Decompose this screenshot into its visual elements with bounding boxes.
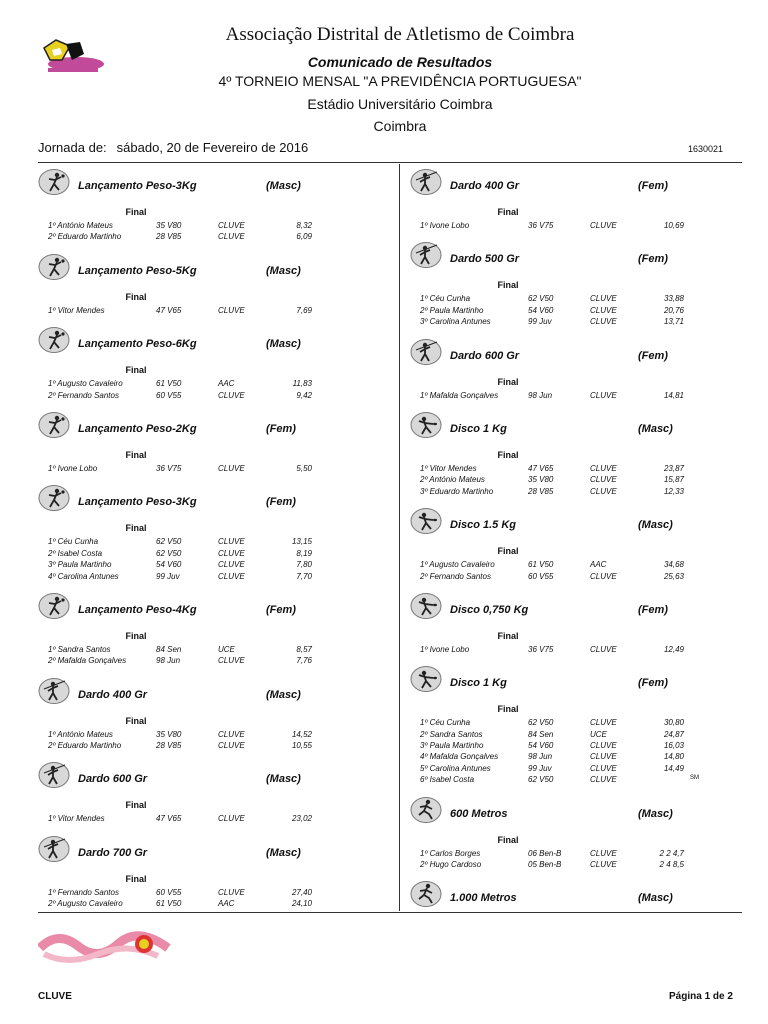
right-results-column <box>408 168 768 919</box>
result-row <box>408 317 768 328</box>
event-header <box>408 168 768 198</box>
event-gender: (Masc) <box>266 180 301 192</box>
javelin-icon <box>38 677 70 705</box>
round-label: Final <box>497 207 519 217</box>
runner-icon <box>410 796 442 824</box>
athlete: 1º Carlos Borges <box>420 848 481 858</box>
club: CLUVE <box>590 475 617 485</box>
event-header <box>36 253 396 283</box>
result-row <box>36 899 396 910</box>
result-row <box>408 294 768 305</box>
column-divider <box>399 164 400 911</box>
result-row <box>408 572 768 583</box>
birth-year-category: 35 V80 <box>156 221 182 230</box>
result-row <box>408 560 768 571</box>
mark: 12,49 <box>663 644 684 654</box>
athlete: 2º Augusto Cavaleiro <box>48 899 123 909</box>
birth-year-category: 47 V65 <box>156 814 182 824</box>
club: CLUVE <box>218 560 245 570</box>
club: CLUVE <box>590 644 617 654</box>
event-name: Lançamento Peso-2Kg <box>78 422 197 435</box>
mark: 7,80 <box>296 560 312 570</box>
athlete: 3º Carolina Antunes <box>420 317 491 327</box>
result-row <box>36 379 396 390</box>
athlete: 2º Eduardo Martinho <box>48 741 122 751</box>
runner-icon <box>410 880 442 908</box>
result-row <box>36 888 396 899</box>
athlete: 2º Fernando Santos <box>48 390 119 400</box>
athlete: 2º Eduardo Martinho <box>48 232 122 242</box>
birth-year-category: 62 V50 <box>156 537 182 547</box>
mark: 11,83 <box>292 379 312 389</box>
mark: 23,87 <box>663 463 684 473</box>
result-row <box>408 645 768 656</box>
birth-year-category: 47 V65 <box>528 463 554 473</box>
birth-year-category: 36 V75 <box>528 644 554 654</box>
result-row <box>36 560 396 571</box>
club: CLUVE <box>218 221 245 230</box>
club: UCE <box>218 644 235 654</box>
birth-year-category: 60 V55 <box>156 887 182 897</box>
discus-icon <box>410 411 442 439</box>
birth-year-category: 06 Ben-B <box>528 848 562 858</box>
event-header <box>408 796 768 826</box>
club: CLUVE <box>590 317 617 327</box>
birth-year-category: 61 V50 <box>156 899 182 909</box>
mark: 14,80 <box>663 752 684 762</box>
result-row <box>408 752 768 763</box>
athlete: 3º Paula Martinho <box>420 741 484 751</box>
event-name: Dardo 700 Gr <box>78 846 148 859</box>
birth-year-category: 47 V65 <box>156 305 182 315</box>
event-header <box>36 761 396 791</box>
athlete: 1º Vitor Mendes <box>420 463 477 473</box>
sponsor-logo <box>38 926 173 970</box>
mark: 14,52 <box>291 729 312 739</box>
result-row <box>36 730 396 741</box>
mark: 12,33 <box>663 486 684 496</box>
birth-year-category: 99 Juv <box>528 763 552 773</box>
club: CLUVE <box>590 463 617 473</box>
mark: 33,88 <box>663 294 684 304</box>
mark: 2 2 4,7 <box>659 848 684 858</box>
discus-icon <box>410 592 442 620</box>
event-header <box>408 592 768 622</box>
event-gender: (Masc) <box>266 338 301 351</box>
result-row <box>408 475 768 486</box>
club: CLUVE <box>218 390 245 400</box>
mark: 7,76 <box>296 656 312 666</box>
result-row <box>36 549 396 560</box>
round-label: Final <box>497 834 519 845</box>
birth-year-category: 61 V50 <box>528 560 554 570</box>
event-gender: (Masc) <box>638 892 673 905</box>
round-label: Final <box>125 291 147 302</box>
event-header <box>408 241 768 271</box>
athlete: 1º Vitor Mendes <box>48 814 105 824</box>
result-row <box>36 464 396 475</box>
mark: 9,42 <box>296 390 312 400</box>
mark: 24,10 <box>291 899 312 909</box>
event-gender: (Fem) <box>638 349 668 362</box>
athlete: 2º Mafalda Gonçalves <box>48 656 127 666</box>
athlete: 6º Isabel Costa <box>420 775 475 785</box>
event-name: Dardo 600 Gr <box>78 773 148 786</box>
athlete: 4º Mafalda Gonçalves <box>420 752 499 762</box>
event-name: Lançamento Peso-3Kg <box>78 496 197 509</box>
club: CLUVE <box>590 763 617 773</box>
birth-year-category: 36 V75 <box>156 463 182 473</box>
result-row <box>408 741 768 752</box>
round-label: Final <box>497 546 519 557</box>
result-row <box>36 656 396 667</box>
event-header <box>408 880 768 910</box>
athlete: 1º Fernando Santos <box>48 887 119 897</box>
event-gender: (Masc) <box>638 422 673 435</box>
athlete: 2º Paula Martinho <box>420 305 484 315</box>
athlete: 1º Céu Cunha <box>420 294 471 304</box>
javelin-icon <box>410 168 442 196</box>
result-row <box>36 391 396 402</box>
birth-year-category: 62 V50 <box>528 294 554 304</box>
event-header <box>36 484 396 514</box>
mark: 20,76 <box>663 305 684 315</box>
birth-year-category: 05 Ben-B <box>528 860 562 870</box>
club: CLUVE <box>590 752 617 762</box>
result-row <box>408 775 768 786</box>
birth-year-category: 98 Jun <box>528 390 553 400</box>
result-row <box>408 464 768 475</box>
result-row <box>408 849 768 860</box>
athlete: 5º Carolina Antunes <box>420 763 491 773</box>
mark: 8,32 <box>296 221 312 230</box>
mark: 13,71 <box>663 317 684 327</box>
round-label: Final <box>497 376 519 387</box>
event-name: Lançamento Peso-6Kg <box>78 338 197 351</box>
result-row <box>36 221 396 232</box>
event-header <box>36 326 396 356</box>
shot-put-icon <box>38 592 70 620</box>
event-header <box>36 411 396 441</box>
club: CLUVE <box>590 848 617 858</box>
event-name: 1.000 Metros <box>450 892 517 905</box>
result-row <box>408 730 768 741</box>
mark: 2 4 8,5 <box>659 860 684 870</box>
birth-year-category: 35 V80 <box>156 729 182 739</box>
result-row <box>36 814 396 825</box>
club: CLUVE <box>590 221 617 230</box>
event-name: Lançamento Peso-5Kg <box>78 264 197 277</box>
mark: 8,19 <box>296 548 312 558</box>
result-row <box>36 645 396 656</box>
result-row <box>408 391 768 402</box>
round-label: Final <box>497 449 519 460</box>
result-row <box>408 860 768 871</box>
birth-year-category: 61 V50 <box>156 379 182 389</box>
mark: 8,57 <box>296 644 312 654</box>
birth-year-category: 62 V50 <box>528 718 554 728</box>
event-name: Dardo 400 Gr <box>78 688 148 701</box>
mark: 6,09 <box>296 232 312 242</box>
mark: 30,80 <box>663 718 684 728</box>
event-gender: (Fem) <box>638 180 668 192</box>
discus-icon <box>410 507 442 535</box>
club: CLUVE <box>218 571 245 581</box>
athlete: 2º Isabel Costa <box>48 548 103 558</box>
event-gender: (Masc) <box>638 807 673 820</box>
birth-year-category: 54 V60 <box>156 560 182 570</box>
club: CLUVE <box>590 718 617 728</box>
athlete: 4º Carolina Antunes <box>48 571 119 581</box>
page-indicator: Página 1 de 2 <box>669 991 733 1002</box>
athlete: 1º Augusto Cavaleiro <box>48 379 123 389</box>
footer-club: CLUVE <box>38 991 72 1002</box>
birth-year-category: 28 V85 <box>528 486 554 496</box>
left-results-column <box>36 168 396 920</box>
athlete: 1º Vitor Mendes <box>48 305 105 315</box>
birth-year-category: 62 V50 <box>156 548 182 558</box>
club: CLUVE <box>218 463 245 473</box>
event-gender: (Masc) <box>266 846 301 859</box>
result-row <box>408 221 768 232</box>
javelin-icon <box>38 835 70 863</box>
mark: 23,02 <box>291 814 312 824</box>
birth-year-category: 84 Sen <box>156 644 182 654</box>
result-row <box>36 572 396 583</box>
mark: 10,69 <box>663 221 684 230</box>
round-label: Final <box>497 280 519 291</box>
athlete: 1º Céu Cunha <box>48 537 99 547</box>
header-divider <box>38 162 742 163</box>
result-row <box>36 306 396 317</box>
mark: 14,81 <box>663 390 684 400</box>
mark: 24,87 <box>663 729 684 739</box>
event-gender: (Fem) <box>266 603 296 616</box>
birth-year-category: 54 V60 <box>528 305 554 315</box>
city-name: Coimbra <box>373 118 427 134</box>
event-header <box>36 592 396 622</box>
club: CLUVE <box>218 741 245 751</box>
javelin-icon <box>410 338 442 366</box>
event-gender: (Masc) <box>266 264 301 277</box>
event-gender: (Masc) <box>638 519 673 532</box>
mark: 13,15 <box>291 537 312 547</box>
event-name: Dardo 500 Gr <box>450 253 520 266</box>
round-label: Final <box>125 449 147 460</box>
result-row <box>408 306 768 317</box>
mark: 34,68 <box>663 560 684 570</box>
event-header <box>36 835 396 865</box>
page-subtitle: Comunicado de Resultados <box>307 54 493 70</box>
round-label: Final <box>497 630 519 641</box>
shot-put-icon <box>38 326 70 354</box>
athlete: 1º Mafalda Gonçalves <box>420 390 499 400</box>
round-label: Final <box>125 800 147 811</box>
club: CLUVE <box>590 294 617 304</box>
birth-year-category: 98 Jun <box>156 656 181 666</box>
birth-year-category: 60 V55 <box>156 390 182 400</box>
athlete: 2º Fernando Santos <box>420 571 491 581</box>
result-row <box>36 741 396 752</box>
round-label: Final <box>125 630 147 641</box>
mark: 14,49 <box>663 763 684 773</box>
club: CLUVE <box>218 232 245 242</box>
athlete: 1º António Mateus <box>48 221 113 230</box>
mark: 5,50 <box>296 463 312 473</box>
mark: 7,69 <box>296 305 312 315</box>
club: CLUVE <box>218 729 245 739</box>
round-label: Final <box>125 365 147 376</box>
round-label: Final <box>125 715 147 726</box>
event-gender: (Fem) <box>638 603 668 616</box>
mark: 10,55 <box>291 741 312 751</box>
club: CLUVE <box>590 571 617 581</box>
birth-year-category: 84 Sen <box>528 729 554 739</box>
club: CLUVE <box>590 741 617 751</box>
event-header <box>408 507 768 537</box>
mark: 7,70 <box>296 571 312 581</box>
athlete: 2º Hugo Cardoso <box>420 860 482 870</box>
event-header <box>36 168 396 198</box>
document-number: 1630021 <box>688 144 724 154</box>
club: CLUVE <box>590 775 617 785</box>
jornada-line <box>38 140 308 155</box>
javelin-icon <box>410 241 442 269</box>
athlete: 3º Paula Martinho <box>48 560 112 570</box>
athlete: 3º Eduardo Martinho <box>420 486 494 496</box>
birth-year-category: 99 Juv <box>156 571 180 581</box>
athlete: 1º António Mateus <box>48 729 113 739</box>
result-row <box>408 764 768 775</box>
tournament-name: 4º TORNEIO MENSAL "A PREVIDÊNCIA PORTUGUESA" <box>218 73 582 89</box>
event-name: Dardo 400 Gr <box>450 180 520 192</box>
athlete: 1º Ivone Lobo <box>420 644 470 654</box>
event-header <box>408 665 768 695</box>
club: AAC <box>218 379 235 389</box>
birth-year-category: 28 V85 <box>156 741 182 751</box>
discus-icon <box>410 665 442 693</box>
event-header <box>408 338 768 368</box>
footer-divider <box>38 912 742 913</box>
event-name: Disco 1 Kg <box>450 677 507 690</box>
event-name: Disco 1.5 Kg <box>450 519 517 532</box>
event-header <box>36 677 396 707</box>
event-header <box>408 411 768 441</box>
result-row <box>408 487 768 498</box>
jornada-label: Jornada de: <box>38 140 107 155</box>
event-gender: (Fem) <box>266 422 296 435</box>
birth-year-category: 35 V80 <box>528 475 554 485</box>
club: UCE <box>590 729 607 739</box>
club: CLUVE <box>218 305 245 315</box>
round-label: Final <box>125 523 147 534</box>
club: CLUVE <box>590 305 617 315</box>
club: CLUVE <box>218 537 245 547</box>
event-gender: (Fem) <box>638 253 668 266</box>
birth-year-category: 28 V85 <box>156 232 182 242</box>
athlete: 2º António Mateus <box>420 475 485 485</box>
club: CLUVE <box>590 486 617 496</box>
jornada-date: sábado, 20 de Fevereiro de 2016 <box>116 140 309 155</box>
club: CLUVE <box>218 548 245 558</box>
athlete: 2º Sandra Santos <box>420 729 483 739</box>
athlete: 1º Ivone Lobo <box>420 221 470 230</box>
result-row <box>408 718 768 729</box>
club: AAC <box>590 560 607 570</box>
birth-year-category: 54 V60 <box>528 741 554 751</box>
athlete: 1º Céu Cunha <box>420 718 471 728</box>
shot-put-icon <box>38 484 70 512</box>
event-name: Disco 0,750 Kg <box>450 603 529 616</box>
birth-year-category: 60 V55 <box>528 571 554 581</box>
round-label: Final <box>497 704 519 715</box>
club: CLUVE <box>590 390 617 400</box>
club: CLUVE <box>590 860 617 870</box>
event-name: 600 Metros <box>450 807 508 820</box>
athlete: 1º Ivone Lobo <box>48 463 98 473</box>
shot-put-icon <box>38 411 70 439</box>
club: CLUVE <box>218 656 245 666</box>
mark: 27,40 <box>291 887 312 897</box>
athlete: 1º Sandra Santos <box>48 644 111 654</box>
round-label: Final <box>125 207 147 217</box>
shot-put-icon <box>38 168 70 196</box>
club: AAC <box>218 899 235 909</box>
athlete: 1º Augusto Cavaleiro <box>420 560 495 570</box>
mark: 15,87 <box>663 475 684 485</box>
event-gender: (Fem) <box>266 496 296 509</box>
event-name: Lançamento Peso-3Kg <box>78 180 197 192</box>
mark: 25,63 <box>663 571 684 581</box>
mark-note: SM <box>690 775 699 782</box>
club: CLUVE <box>218 814 245 824</box>
event-gender: (Fem) <box>638 677 668 690</box>
event-name: Disco 1 Kg <box>450 422 507 435</box>
event-gender: (Masc) <box>266 688 301 701</box>
birth-year-category: 98 Jun <box>528 752 553 762</box>
birth-year-category: 99 Juv <box>528 317 552 327</box>
birth-year-category: 62 V50 <box>528 775 554 785</box>
event-name: Lançamento Peso-4Kg <box>78 603 197 616</box>
event-gender: (Masc) <box>266 773 301 786</box>
club: CLUVE <box>218 887 245 897</box>
result-row <box>36 537 396 548</box>
page-title: Associação Distrital de Atletismo de Coimbra <box>225 24 575 45</box>
shot-put-icon <box>38 253 70 281</box>
venue-name: Estádio Universitário Coimbra <box>307 96 493 112</box>
event-name: Dardo 600 Gr <box>450 349 520 362</box>
round-label: Final <box>125 873 147 884</box>
result-row <box>36 232 396 243</box>
javelin-icon <box>38 761 70 789</box>
mark: 16,03 <box>663 741 684 751</box>
birth-year-category: 36 V75 <box>528 221 554 230</box>
